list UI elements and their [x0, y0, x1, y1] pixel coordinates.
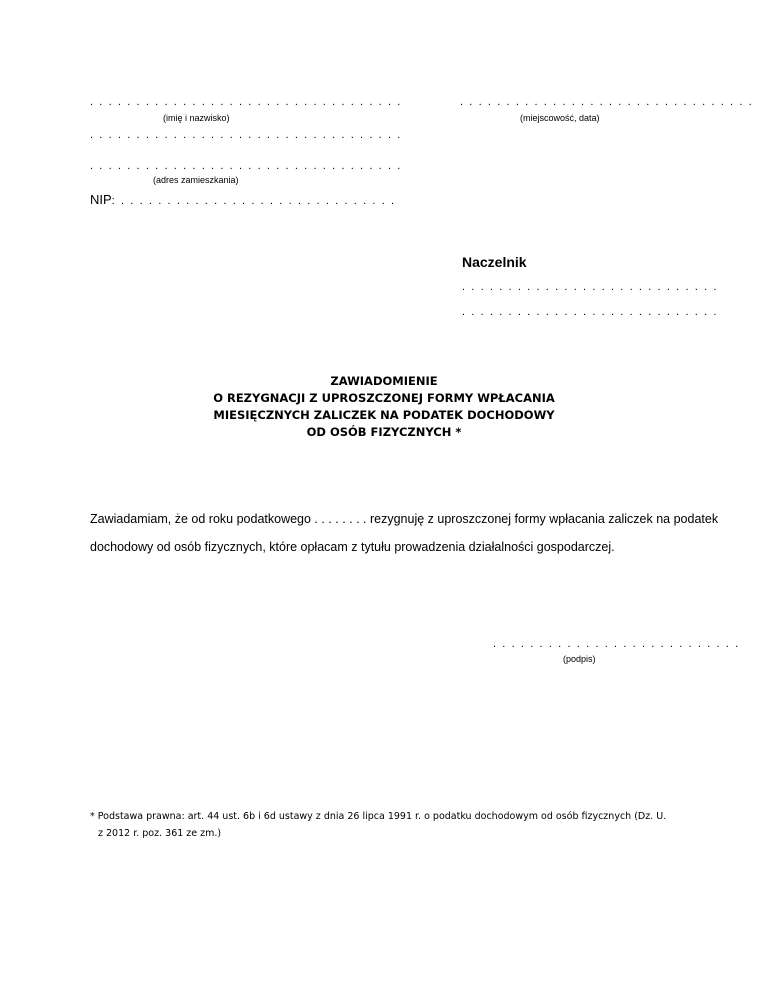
recipient-title: Naczelnik: [462, 254, 527, 270]
address-field-2[interactable]: . . . . . . . . . . . . . . . . . . . . . . . . . . . . . . . . . .: [90, 160, 402, 172]
title-line-3: MIESIĘCZNYCH ZALICZEK NA PODATEK DOCHODOWY: [213, 408, 555, 422]
signature-caption: (podpis): [563, 654, 596, 664]
title-line-2: O REZYGNACJI Z UPROSZCZONEJ FORMY WPŁACANIA: [213, 391, 555, 405]
nip-label: NIP: [90, 192, 112, 207]
address-field-1[interactable]: . . . . . . . . . . . . . . . . . . . . . . . . . . . . . . . . . .: [90, 129, 402, 141]
footnote: [90, 808, 666, 842]
document-title: [0, 373, 768, 441]
title-line-1: ZAWIADOMIENIE: [330, 374, 438, 388]
place-date-field[interactable]: . . . . . . . . . . . . . . . . . . . . . . . . . . . . . . . .: [460, 96, 754, 108]
address-caption: (adres zamieszkania): [153, 175, 239, 185]
title-line-4: OD OSÓB FIZYCZNYCH *: [306, 425, 462, 439]
footnote-line-2: z 2012 r. poz. 361 ze zm.): [98, 828, 222, 839]
footnote-line-1: * Podstawa prawna: art. 44 ust. 6b i 6d ustawy z dnia 26 lipca 1991 r. o podatku dochodowym od osób fizycznych (Dz. U.: [90, 811, 667, 822]
name-caption: (imię i nazwisko): [163, 113, 230, 123]
nip-field[interactable]: : . . . . . . . . . . . . . . . . . . . . . . . . . . . . . .: [111, 195, 396, 207]
place-date-caption: (miejscowość, data): [520, 113, 600, 123]
name-field[interactable]: . . . . . . . . . . . . . . . . . . . . . . . . . . . . . . . . . .: [90, 96, 402, 108]
signature-field[interactable]: . . . . . . . . . . . . . . . . . . . . . . . . . . .: [493, 638, 740, 650]
body-line-2: dochodowy od osób fizycznych, które opłacam z tytułu prowadzenia działalności gospodarczej.: [90, 540, 615, 554]
recipient-line-1[interactable]: . . . . . . . . . . . . . . . . . . . . . . . . . . . .: [462, 281, 719, 293]
nip-row[interactable]: [90, 192, 396, 207]
recipient-line-2[interactable]: . . . . . . . . . . . . . . . . . . . . . . . . . . . .: [462, 306, 719, 318]
body-line-1: Zawiadamiam, że od roku podatkowego . . . . . . . . rezygnuję z uproszczonej formy wpłacania zaliczek na podatek: [90, 512, 719, 526]
